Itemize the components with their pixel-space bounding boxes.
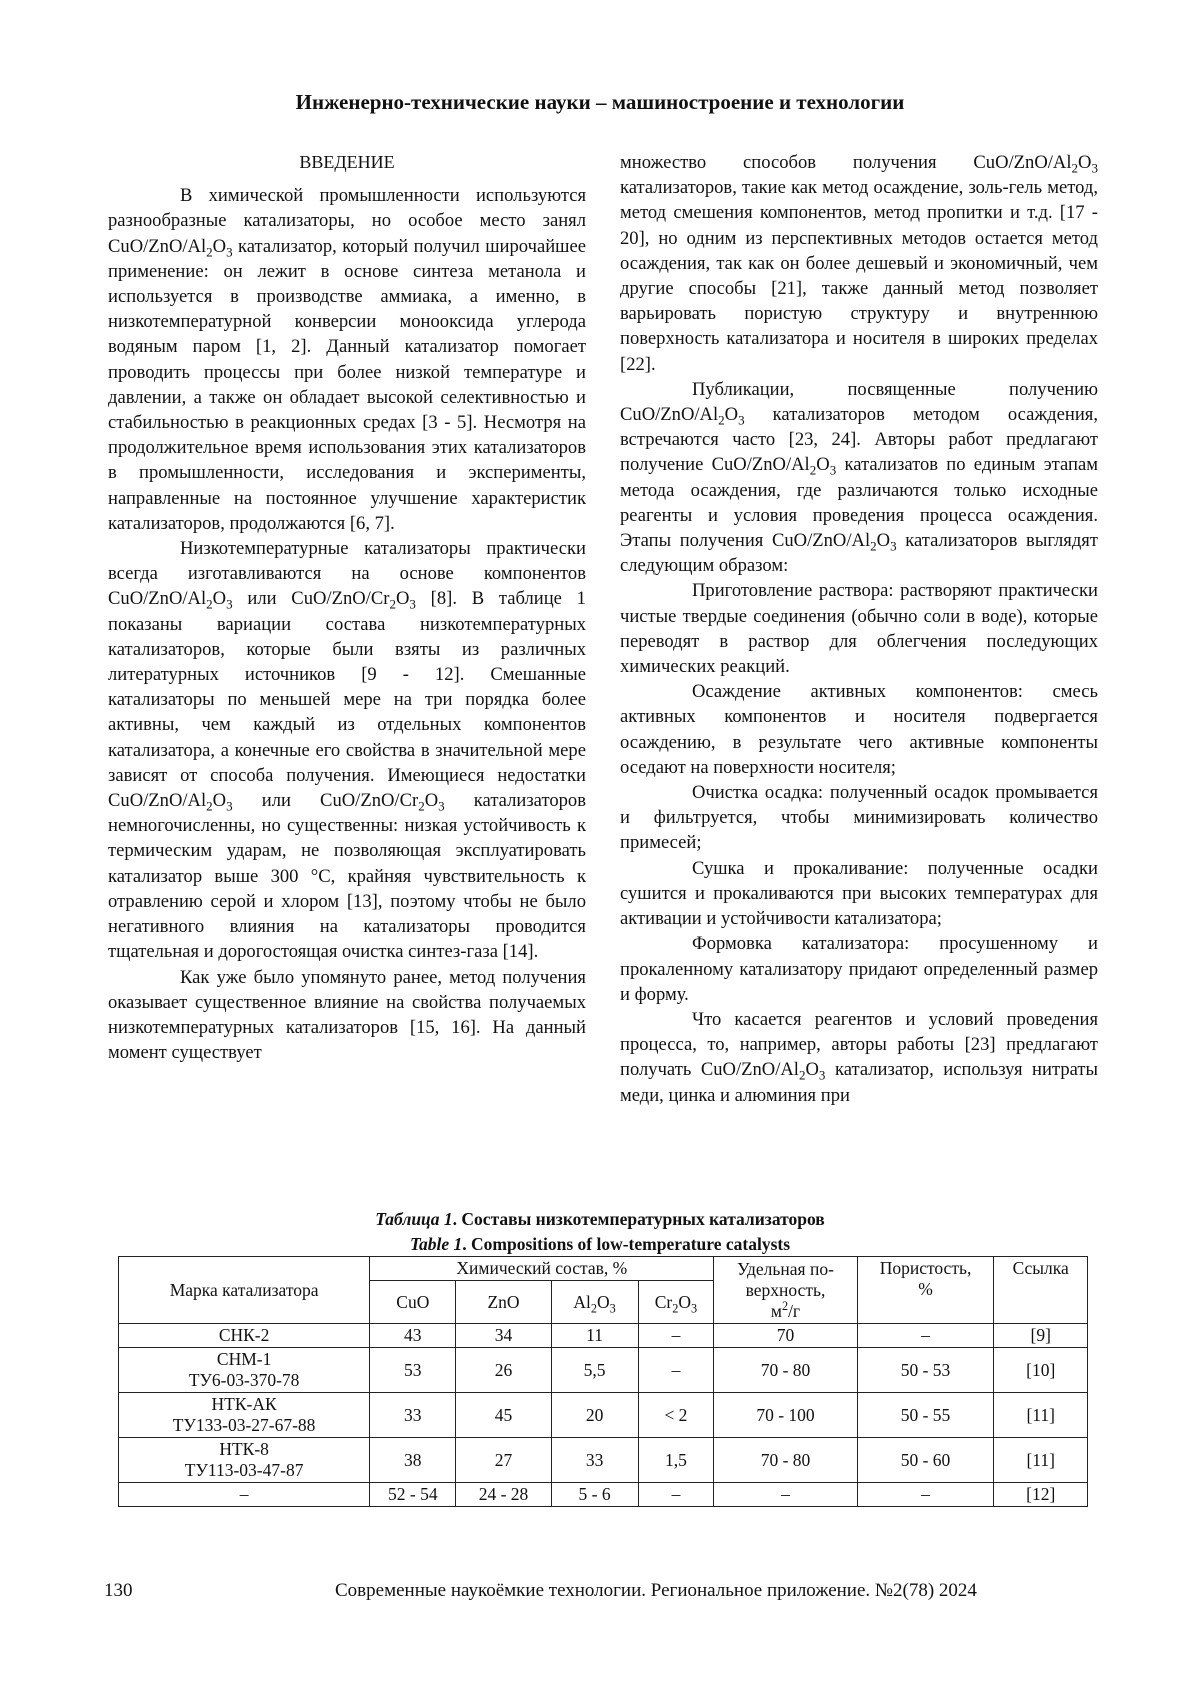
cell-brand: СНК-2 [119,1324,370,1348]
cell-porosity: 50 - 53 [857,1348,994,1393]
header-brand: Марка катализатора [119,1257,370,1324]
cell-surface: 70 - 80 [714,1438,857,1483]
running-title: Инженерно-технические науки – машиностроение и технологии [295,90,905,114]
cell-porosity: – [857,1483,994,1507]
header-composition: Химический состав, % [370,1257,714,1281]
right-column [620,150,1098,1108]
paragraph: Приготовление раствора: растворяют практически чистые твердые соединения (обычно соли в воде), которые переводят в раствор для облегчения последующих химических реакций. [620,580,1098,678]
cell-ref: [11] [994,1438,1088,1483]
paragraph: Сушка и прокаливание: полученные осадки сушится и прокаливаются при высоких температурах для активации и устойчивости катализатора; [620,857,1098,930]
cell-surface: 70 - 80 [714,1348,857,1393]
cell-cr2o3: – [638,1348,714,1393]
cell-al2o3: 20 [551,1393,638,1438]
cell-ref: [11] [994,1393,1088,1438]
cell-cr2o3: < 2 [638,1393,714,1438]
cell-surface: 70 - 100 [714,1393,857,1438]
cell-brand: НТК-АК ТУ133-03-27-67-88 [119,1393,370,1438]
cell-brand: НТК-8 ТУ113-03-47-87 [119,1438,370,1483]
table-header-row [119,1257,1088,1281]
cell-cuo: 33 [370,1393,456,1438]
table-caption-ru: Таблица 1. Составы низкотемпературных катализаторов [375,1209,825,1229]
paragraph: Что касается реагентов и условий проведения процесса, то, например, авторы работы [23] предлагают получать CuO/$ZnO/Al_2O_3$ катализатор, используя нитраты меди, цинка и алюминия при [620,1008,1099,1106]
cell-porosity: 50 - 60 [857,1438,994,1483]
cell-zno: 26 [456,1348,551,1393]
cell-brand: – [119,1483,370,1507]
cell-surface: – [714,1483,857,1507]
cell-ref: [10] [994,1348,1088,1393]
header-cr2o3: $Cr_2O_3$ [638,1281,714,1324]
cell-cuo: 43 [370,1324,456,1348]
paragraph: Публикации, посвященные получению CuO/$ZnO/Al_2O_3$ катализаторов методом осаждения, встречаются часто [23, 24]. Авторы работ предлагают получение CuO/$ZnO/Al_2O_3$ катализатов по единым этапам метода осаждения, где различаются только исходные реагенты и условия проведения процесса осаждения. Этапы получения CuO/$ZnO/Al_2O_3$ катализаторов выглядят следующим образом: [620,378,1099,577]
table-row [119,1483,1088,1507]
cell-cuo: 53 [370,1348,456,1393]
cell-al2o3: 33 [551,1438,638,1483]
paragraph: Осаждение активных компонентов: смесь активных компонентов и носителя подвергается осаждению, в результате чего активные компоненты оседают на поверхности носителя; [620,681,1098,778]
header-porosity: Пористость, % [857,1257,994,1324]
header-al2o3: $Al_2O_3$ [551,1281,638,1324]
cell-brand: СНМ-1 ТУ6-03-370-78 [119,1348,370,1393]
paragraph: Как уже было упомянуто ранее, метод получения оказывает существенное влияние на свойства получаемых низкотемпературных катализаторов [15, 16]. На данный момент существует [108,966,586,1064]
cell-zno: 34 [456,1324,551,1348]
cell-cr2o3: – [638,1324,714,1348]
header-cuo: CuO [370,1281,456,1324]
table-body [119,1324,1088,1507]
journal-title: Современные наукоёмкие технологии. Региональное приложение. №2(78) 2024 [335,1580,977,1601]
page-number: 130 [104,1580,133,1601]
cell-cr2o3: – [638,1483,714,1507]
table-row [119,1324,1088,1348]
table-row [119,1393,1088,1438]
cell-cuo: 52 - 54 [370,1483,456,1507]
paragraph: Низкотемпературные катализаторы практически всегда изготавливаются на основе компонентов CuO/$ZnO/Al_2O_3$ или CuO/$ZnO/Cr_2O_3$ [8]. В таблице 1 показаны вариации состава низкотемпературных катализаторов, которые были взяты из различных литературных источников [9 - 12]. Смешанные катализаторы по меньшей мере на три порядка более активны, чем каждый из отдельных компонентов катализатора, а конечные его свойства в значительной мере зависят от способа получения. Имеющиеся недостатки CuO/$ZnO/Al_2O_3$ или CuO/$ZnO/Cr_2O_3$ катализаторов немногочисленны, но существенны: низкая устойчивость к термическим ударам, не позволяющая эксплуатировать катализатор выше 300 °С, крайняя чувствительность к отравлению серой и хлором [13], поэтому чтобы не было негативного влияния на катализаторы проводится тщательная и дорогостоящая очистка синтез-газа [14]. [108,538,586,963]
cell-zno: 24 - 28 [456,1483,551,1507]
header-zno: ZnO [456,1281,551,1324]
cell-al2o3: 11 [551,1324,638,1348]
left-column [108,150,586,1065]
table-row [119,1438,1088,1483]
cell-cr2o3: 1,5 [638,1438,714,1483]
cell-zno: 45 [456,1393,551,1438]
cell-zno: 27 [456,1438,551,1483]
paragraph: В химической промышленности используются разнообразные катализаторы, но особое место занял CuO/$ZnO/Al_2O_3$ катализатор, который получил широчайшее применение: он лежит в основе синтеза метанола и используется в производстве аммиака, а именно, в низкотемпературной конверсии монооксида углерода водяным паром [1, 2]. Данный катализатор помогает проводить процессы при более низкой температуре и давлении, а также он обладает высокой селективностью и стабильностью в реакционных средах [3 - 5]. Несмотря на продолжительное время использования этих катализаторов в промышленности, исследования и эксперименты, направленные на постоянное улучшение характеристик катализаторов, продолжаются [6, 7]. [108,185,586,534]
cell-porosity: – [857,1324,994,1348]
cell-al2o3: 5,5 [551,1348,638,1393]
paragraph: множество способов получения CuO/$ZnO/Al_2O_3$ катализаторов, такие как метод осаждение, золь-гель метод, метод смешения компонентов, метод пропитки и т.д. [17 - 20], но одним из перспективных методов остается метод осаждения, так как он более дешевый и экономичный, чем другие способы [21], также данный метод позволяет варьировать пористую структуру и внутреннюю поверхность катализатора и носителя в широких пределах [22]. [620,152,1098,375]
table-row [119,1348,1088,1393]
cell-cuo: 38 [370,1438,456,1483]
header-reference: Ссылка [994,1257,1088,1324]
catalyst-table [118,1256,1088,1507]
table-caption-en: Table 1. Compositions of low-temperature catalysts [409,1234,791,1254]
cell-porosity: 50 - 55 [857,1393,994,1438]
paragraph: Формовка катализатора: просушенному и прокаленному катализатору придают определенный размер и форму. [620,933,1098,1005]
cell-ref: [9] [994,1324,1088,1348]
header-surface: Удельная по- верхность, $м^2/г$ [714,1257,857,1324]
paragraph: Очистка осадка: полученный осадок промывается и фильтруется, чтобы минимизировать количество примесей; [620,782,1098,854]
cell-ref: [12] [994,1483,1088,1507]
cell-surface: 70 [714,1324,857,1348]
cell-al2o3: 5 - 6 [551,1483,638,1507]
section-heading: ВВЕДЕНИЕ [299,152,395,172]
